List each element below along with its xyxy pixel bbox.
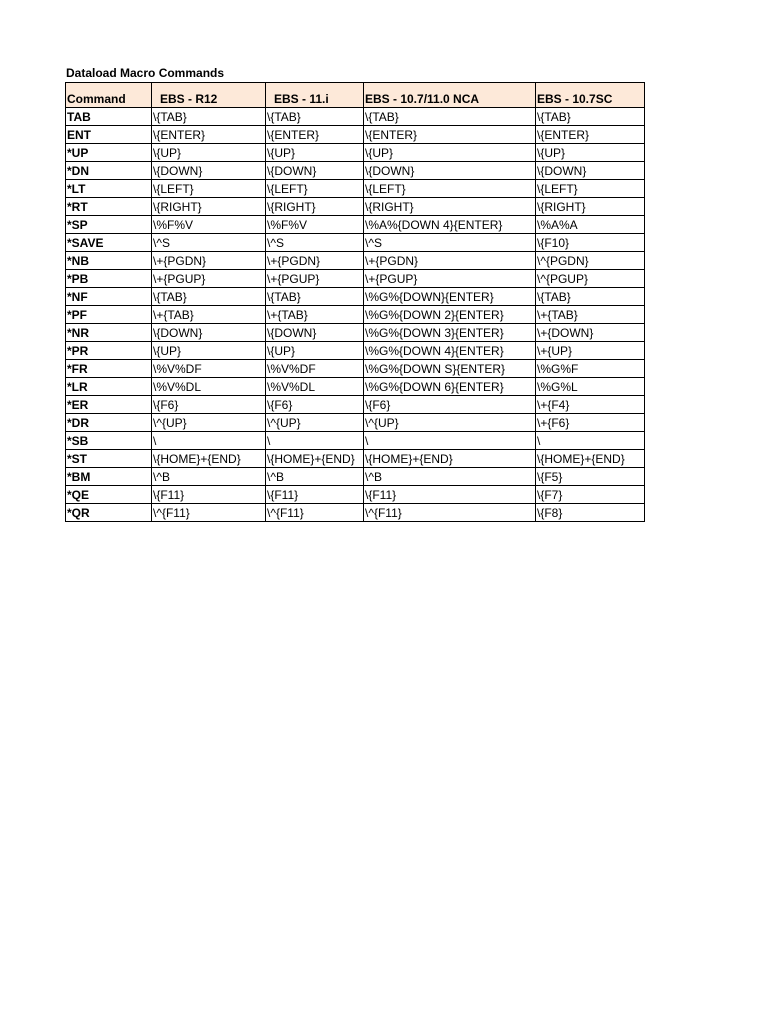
macro-cell: \{RIGHT} xyxy=(152,198,266,216)
macro-cell: \ xyxy=(266,432,364,450)
macro-cell: \%V%DL xyxy=(152,378,266,396)
macro-cell: \{TAB} xyxy=(536,288,645,306)
macro-cell: \%F%V xyxy=(152,216,266,234)
table-row xyxy=(66,144,645,162)
command-cell: *ER xyxy=(66,396,152,414)
macro-cell: \+{F6} xyxy=(536,414,645,432)
macro-cell: \{F6} xyxy=(266,396,364,414)
command-cell: *PF xyxy=(66,306,152,324)
command-cell: *PR xyxy=(66,342,152,360)
table-row xyxy=(66,252,645,270)
macro-cell: \{F7} xyxy=(536,486,645,504)
macro-cell: \{F11} xyxy=(364,486,536,504)
table-row xyxy=(66,126,645,144)
command-cell: *LR xyxy=(66,378,152,396)
macro-cell: \%G%{DOWN}{ENTER} xyxy=(364,288,536,306)
table-row xyxy=(66,396,645,414)
macro-cell: \{HOME}+{END} xyxy=(364,450,536,468)
macro-cell: \+{UP} xyxy=(536,342,645,360)
macro-cell: \+{TAB} xyxy=(152,306,266,324)
column-header-ebs-10-7sc: EBS - 10.7SC xyxy=(536,83,645,108)
macro-cell: \+{PGUP} xyxy=(152,270,266,288)
macro-cell: \{F6} xyxy=(364,396,536,414)
column-header-ebs-11i: EBS - 11.i xyxy=(266,83,364,108)
macro-cell: \{ENTER} xyxy=(266,126,364,144)
macro-cell: \{DOWN} xyxy=(536,162,645,180)
table-row xyxy=(66,216,645,234)
macro-cell: \^{F11} xyxy=(364,504,536,522)
macro-cell: \^B xyxy=(152,468,266,486)
macro-cell: \{UP} xyxy=(152,342,266,360)
command-cell: *DN xyxy=(66,162,152,180)
macro-cell: \+{PGDN} xyxy=(152,252,266,270)
table-row xyxy=(66,306,645,324)
macro-cell: \^B xyxy=(266,468,364,486)
macro-cell: \{HOME}+{END} xyxy=(152,450,266,468)
macro-cell: \^S xyxy=(152,234,266,252)
macro-cell: \{TAB} xyxy=(266,108,364,126)
table-row xyxy=(66,162,645,180)
command-cell: *SAVE xyxy=(66,234,152,252)
macro-cell: \{ENTER} xyxy=(152,126,266,144)
macro-cell: \%G%L xyxy=(536,378,645,396)
macro-cell: \{F6} xyxy=(152,396,266,414)
command-cell: *NF xyxy=(66,288,152,306)
command-cell: *LT xyxy=(66,180,152,198)
table-row xyxy=(66,450,645,468)
command-cell: *RT xyxy=(66,198,152,216)
macro-cell: \{TAB} xyxy=(364,108,536,126)
command-cell: ENT xyxy=(66,126,152,144)
macro-cell: \%G%{DOWN 2}{ENTER} xyxy=(364,306,536,324)
table-row xyxy=(66,486,645,504)
macro-cell: \ xyxy=(536,432,645,450)
macro-cell: \+{TAB} xyxy=(536,306,645,324)
table-row xyxy=(66,270,645,288)
command-cell: *QR xyxy=(66,504,152,522)
macro-cell: \{F10} xyxy=(536,234,645,252)
macro-cell: \{DOWN} xyxy=(152,162,266,180)
macro-cell: \{RIGHT} xyxy=(536,198,645,216)
column-header-command: Command xyxy=(66,83,152,108)
macro-cell: \{DOWN} xyxy=(152,324,266,342)
macro-cell: \%G%{DOWN 3}{ENTER} xyxy=(364,324,536,342)
command-cell: *NB xyxy=(66,252,152,270)
macro-cell: \+{TAB} xyxy=(266,306,364,324)
macro-cell: \^B xyxy=(364,468,536,486)
table-row xyxy=(66,504,645,522)
macro-cell: \{F11} xyxy=(266,486,364,504)
table-row xyxy=(66,360,645,378)
command-cell: *PB xyxy=(66,270,152,288)
table-row xyxy=(66,288,645,306)
macro-cell: \^{PGDN} xyxy=(536,252,645,270)
table-row xyxy=(66,198,645,216)
macro-cell: \{DOWN} xyxy=(266,162,364,180)
macro-cell: \+{F4} xyxy=(536,396,645,414)
macro-cell: \{F8} xyxy=(536,504,645,522)
macro-cell: \%F%V xyxy=(266,216,364,234)
macro-cell: \{ENTER} xyxy=(364,126,536,144)
command-cell: *DR xyxy=(66,414,152,432)
macro-cell: \^{F11} xyxy=(152,504,266,522)
macro-cell: \+{PGUP} xyxy=(266,270,364,288)
macro-cell: \{TAB} xyxy=(536,108,645,126)
command-cell: *ST xyxy=(66,450,152,468)
macro-cell: \+{PGUP} xyxy=(364,270,536,288)
macro-cell: \+{DOWN} xyxy=(536,324,645,342)
macro-cell: \^{UP} xyxy=(364,414,536,432)
macro-cell: \{TAB} xyxy=(266,288,364,306)
command-cell: *SB xyxy=(66,432,152,450)
macro-cell: \{HOME}+{END} xyxy=(536,450,645,468)
macro-cell: \%V%DF xyxy=(152,360,266,378)
macro-cell: \{RIGHT} xyxy=(266,198,364,216)
macro-commands-table xyxy=(65,82,645,522)
macro-cell: \^{PGUP} xyxy=(536,270,645,288)
macro-cell: \{UP} xyxy=(152,144,266,162)
macro-cell: \{F11} xyxy=(152,486,266,504)
table-row xyxy=(66,432,645,450)
table-row xyxy=(66,342,645,360)
macro-cell: \{LEFT} xyxy=(536,180,645,198)
macro-cell: \{TAB} xyxy=(152,108,266,126)
page-title: Dataload Macro Commands xyxy=(66,66,225,80)
macro-cell: \%A%{DOWN 4}{ENTER} xyxy=(364,216,536,234)
macro-cell: \%A%A xyxy=(536,216,645,234)
macro-cell: \{UP} xyxy=(266,144,364,162)
table-row xyxy=(66,414,645,432)
command-cell: *BM xyxy=(66,468,152,486)
macro-cell: \{ENTER} xyxy=(536,126,645,144)
macro-cell: \ xyxy=(152,432,266,450)
macro-cell: \^{UP} xyxy=(152,414,266,432)
macro-cell: \{DOWN} xyxy=(364,162,536,180)
macro-cell: \%G%F xyxy=(536,360,645,378)
macro-cell: \^S xyxy=(364,234,536,252)
macro-cell: \{LEFT} xyxy=(364,180,536,198)
macro-cell: \{F5} xyxy=(536,468,645,486)
command-cell: *NR xyxy=(66,324,152,342)
macro-cell: \+{PGDN} xyxy=(364,252,536,270)
table-body xyxy=(66,108,645,522)
macro-cell: \%V%DF xyxy=(266,360,364,378)
macro-cell: \{LEFT} xyxy=(152,180,266,198)
command-cell: *SP xyxy=(66,216,152,234)
macro-cell: \{HOME}+{END} xyxy=(266,450,364,468)
macro-cell: \{UP} xyxy=(266,342,364,360)
command-cell: *QE xyxy=(66,486,152,504)
macro-cell: \%G%{DOWN 6}{ENTER} xyxy=(364,378,536,396)
table-row xyxy=(66,324,645,342)
macro-cell: \%G%{DOWN 4}{ENTER} xyxy=(364,342,536,360)
macro-cell: \^S xyxy=(266,234,364,252)
table-row xyxy=(66,108,645,126)
command-cell: *FR xyxy=(66,360,152,378)
command-cell: *UP xyxy=(66,144,152,162)
macro-cell: \{RIGHT} xyxy=(364,198,536,216)
macro-cell: \{UP} xyxy=(364,144,536,162)
table-header-row xyxy=(66,83,645,108)
macro-cell: \%V%DL xyxy=(266,378,364,396)
macro-cell: \{LEFT} xyxy=(266,180,364,198)
macro-cell: \{TAB} xyxy=(152,288,266,306)
column-header-ebs-r12: EBS - R12 xyxy=(152,83,266,108)
macro-cell: \{DOWN} xyxy=(266,324,364,342)
table-row xyxy=(66,234,645,252)
table-row xyxy=(66,468,645,486)
table-row xyxy=(66,378,645,396)
column-header-ebs-10-7-11-0-nca: EBS - 10.7/11.0 NCA xyxy=(364,83,536,108)
macro-cell: \{UP} xyxy=(536,144,645,162)
macro-cell: \+{PGDN} xyxy=(266,252,364,270)
macro-cell: \ xyxy=(364,432,536,450)
table-row xyxy=(66,180,645,198)
macro-cell: \^{UP} xyxy=(266,414,364,432)
command-cell: TAB xyxy=(66,108,152,126)
macro-cell: \^{F11} xyxy=(266,504,364,522)
macro-cell: \%G%{DOWN S}{ENTER} xyxy=(364,360,536,378)
